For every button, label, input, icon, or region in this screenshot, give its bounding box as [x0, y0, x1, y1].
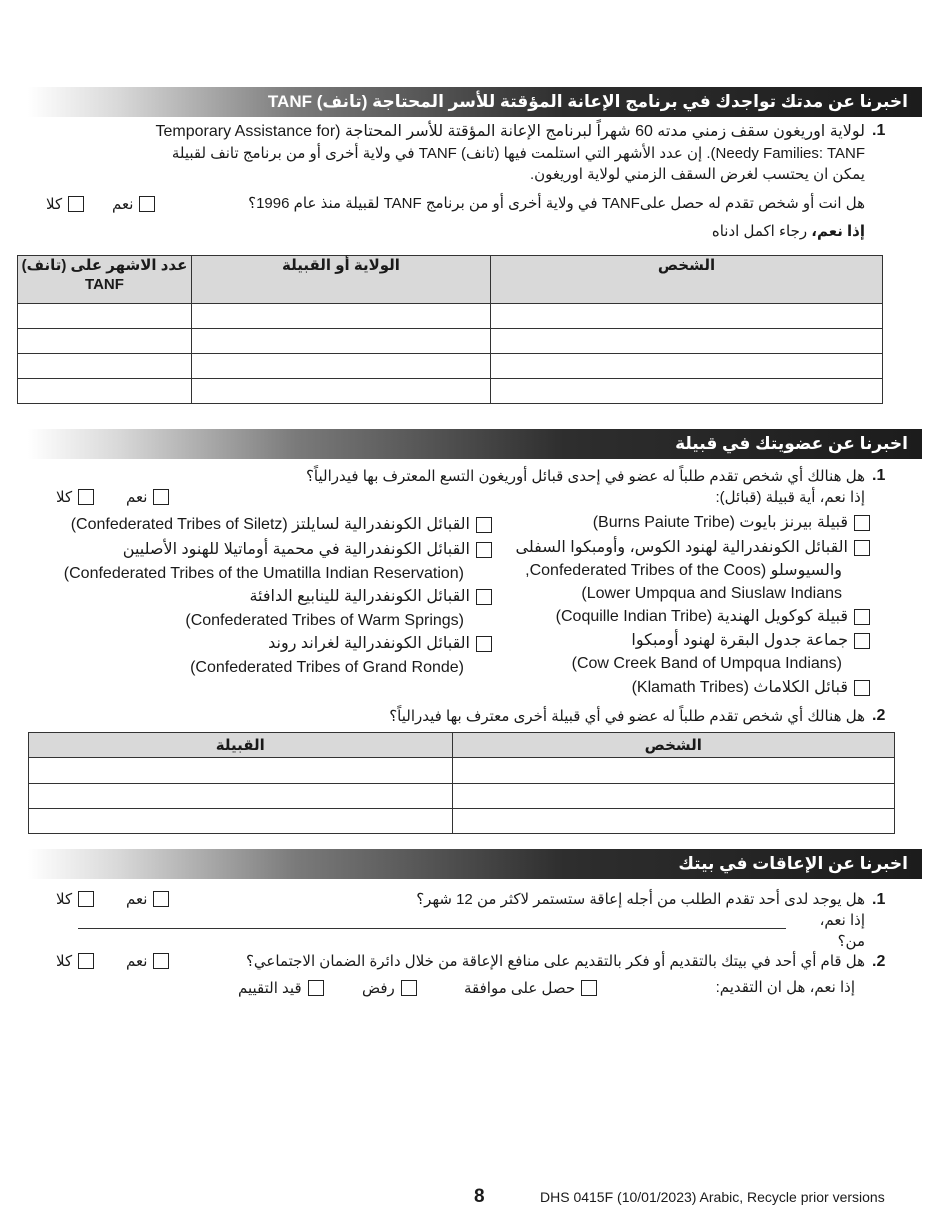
disability-no-option[interactable]: كلا [56, 890, 94, 908]
disability-who-label: إذا نعم، من؟ [819, 912, 865, 950]
tribe-cow-creek[interactable]: جماعة جدول البقرة لهنود أومبكوا [500, 629, 870, 652]
col-header-person: الشخص [491, 256, 883, 304]
ssa-yes-option[interactable]: نعم [126, 952, 169, 970]
table-row [18, 304, 883, 329]
cell-input[interactable] [18, 329, 192, 354]
tribe-umatilla-en: (Confederated Tribes of the Umatilla Indian Reservation) [63, 565, 464, 582]
tribe-cow-creek-en: (Cow Creek Band of Umpqua Indians) [571, 655, 842, 672]
checkbox[interactable] [854, 540, 870, 556]
question-number: .2 [872, 953, 886, 970]
approved-checkbox[interactable] [581, 980, 597, 996]
section-header-tribe: اخبرنا عن عضويتك في قبيلة [28, 429, 922, 459]
ssa-no-option[interactable]: كلا [56, 952, 94, 970]
tribe-coos-en: والسيوسلو (Confederated Tribes of the Coos, [525, 562, 842, 579]
col-header-tribe: القبيلة [29, 733, 453, 758]
no-checkbox[interactable] [78, 489, 94, 505]
checkbox[interactable] [476, 517, 492, 533]
table-row [18, 354, 883, 379]
cell-input[interactable] [491, 354, 883, 379]
tribe-warm-springs-en: (Confederated Tribes of Warm Springs) [185, 612, 464, 629]
yes-checkbox[interactable] [153, 489, 169, 505]
yes-checkbox[interactable] [139, 196, 155, 212]
tribe-no-option[interactable]: كلا [56, 488, 94, 506]
yes-checkbox[interactable] [153, 891, 169, 907]
tribe-klamath[interactable]: قبائل الكلاماث (Klamath Tribes) [500, 676, 870, 699]
tanf-yes-option[interactable]: نعم [112, 195, 155, 213]
disability-who-input[interactable] [78, 928, 786, 929]
checkbox[interactable] [476, 542, 492, 558]
cell-input[interactable] [29, 809, 453, 834]
table-row [29, 784, 895, 809]
cell-input[interactable] [192, 329, 491, 354]
ssa-status-label: إذا نعم، هل ان التقديم: [715, 979, 855, 996]
form-id: DHS 0415F (10/01/2023) Arabic, Recycle prior versions [540, 1189, 885, 1205]
page-number: 8 [474, 1186, 485, 1207]
section-header-disability: اخبرنا عن الإعاقات في بيتك [28, 849, 922, 879]
col-header-months: عدد الاشهر على (تانف) TANF [18, 256, 192, 304]
tribe-coos-en2: Lower Umpqua and Siuslaw Indians) [581, 585, 842, 602]
denied-checkbox[interactable] [401, 980, 417, 996]
tanf-table [17, 255, 883, 404]
ssa-denied-option[interactable]: رفض [362, 979, 417, 997]
checkbox[interactable] [854, 515, 870, 531]
question-number: .1 [872, 122, 886, 139]
yes-checkbox[interactable] [153, 953, 169, 969]
checkbox[interactable] [854, 633, 870, 649]
table-row [18, 329, 883, 354]
tribe-umatilla[interactable]: القبائل الكونفدرالية في محمية أوماتيلا للهنود الأصليين [20, 538, 492, 561]
cell-input[interactable] [192, 304, 491, 329]
cell-input[interactable] [491, 329, 883, 354]
table-row [18, 379, 883, 404]
checkbox[interactable] [854, 609, 870, 625]
question-number: .2 [872, 707, 886, 724]
cell-input[interactable] [18, 379, 192, 404]
no-checkbox[interactable] [78, 891, 94, 907]
pending-checkbox[interactable] [308, 980, 324, 996]
disability-yes-option[interactable]: نعم [126, 890, 169, 908]
no-checkbox[interactable] [68, 196, 84, 212]
tanf-no-option[interactable]: كلا [46, 195, 84, 213]
tanf-if-yes: إذا نعم، رجاء اكمل ادناه [711, 223, 865, 240]
cell-input[interactable] [452, 784, 894, 809]
question-number: .1 [872, 467, 886, 484]
ssa-approved-option[interactable]: حصل على موافقة [464, 979, 597, 997]
col-header-person: الشخص [452, 733, 894, 758]
tanf-intro-line1: لولاية اوريغون سقف زمني مدته 60 شهراً لبرنامج الإعانة المؤقتة للأسر المحتاجة (Temporary Assistance for [155, 123, 865, 140]
cell-input[interactable] [18, 304, 192, 329]
ssa-pending-option[interactable]: قيد التقييم [238, 979, 324, 997]
checkbox[interactable] [854, 680, 870, 696]
tribe-coquille[interactable]: قبيلة كوكويل الهندية (Coquille Indian Tribe) [500, 605, 870, 628]
cell-input[interactable] [491, 379, 883, 404]
tribe-question: هل هنالك أي شخص تقدم طلباً له عضو في إحدى قبائل أوريغون التسع المعترف بها فيدرالياً؟ [305, 468, 865, 485]
tanf-intro-line3: يمكن ان يحتسب لغرض السقف الزمني لولاية اوريغون. [529, 166, 865, 183]
tribe-which: إذا نعم، أية قبيلة (قبائل): [715, 489, 865, 506]
tribe-burns-paiute[interactable]: قبيلة بيرنز بايوت (Burns Paiute Tribe) [500, 511, 870, 534]
cell-input[interactable] [491, 304, 883, 329]
col-header-state-tribe: الولاية أو القبيلة [192, 256, 491, 304]
tribe-grand-ronde-en: (Confederated Tribes of Grand Ronde) [190, 659, 464, 676]
cell-input[interactable] [18, 354, 192, 379]
checkbox[interactable] [476, 589, 492, 605]
tribe-grand-ronde[interactable]: القبائل الكونفدرالية لغراند روند [40, 632, 492, 655]
table-row [29, 809, 895, 834]
tribe-siletz[interactable]: القبائل الكونفدرالية لسايلتز (Confederated Tribes of Siletz) [40, 513, 492, 536]
other-tribe-question: هل هنالك أي شخص تقدم طلباً له عضو في أي قبيلة أخرى معترف بها فيدرالياً؟ [389, 708, 865, 725]
tanf-question: هل انت أو شخص تقدم له حصل علىTANF في ولاية أخرى أو من برنامج TANF لقبيلة منذ عام 1996؟ [248, 195, 865, 212]
cell-input[interactable] [29, 758, 453, 784]
no-checkbox[interactable] [78, 953, 94, 969]
cell-input[interactable] [452, 758, 894, 784]
cell-input[interactable] [192, 379, 491, 404]
other-tribe-table [28, 732, 895, 834]
tribe-warm-springs[interactable]: القبائل الكونفدرالية للينابيع الدافئة [40, 585, 492, 608]
checkbox[interactable] [476, 636, 492, 652]
ssa-question: هل قام أي أحد في بيتك بالتقديم أو فكر بالتقديم على منافع الإعاقة من خلال دائرة الضمان الاجتماعي؟ [245, 953, 865, 970]
cell-input[interactable] [452, 809, 894, 834]
table-row [29, 758, 895, 784]
section-header-tanf: اخبرنا عن مدتك تواجدك في برنامج الإعانة المؤقتة للأسر المحتاجة (تانف) TANF [28, 87, 922, 117]
cell-input[interactable] [29, 784, 453, 809]
question-number: .1 [872, 891, 886, 908]
tribe-coos[interactable]: القبائل الكونفدرالية لهنود الكوس، وأومبكوا السفلى [470, 536, 870, 559]
cell-input[interactable] [192, 354, 491, 379]
tribe-yes-option[interactable]: نعم [126, 488, 169, 506]
tanf-intro-line2: Needy Families: TANF). إن عدد الأشهر التي استلمت فيها (تانف) TANF في ولاية أخرى أو من برنامج تانف لقبيلة [171, 145, 865, 162]
disability-question: هل يوجد لدى أحد تقدم الطلب من أجله إعاقة ستستمر لاكثر من 12 شهر؟ [416, 891, 865, 908]
